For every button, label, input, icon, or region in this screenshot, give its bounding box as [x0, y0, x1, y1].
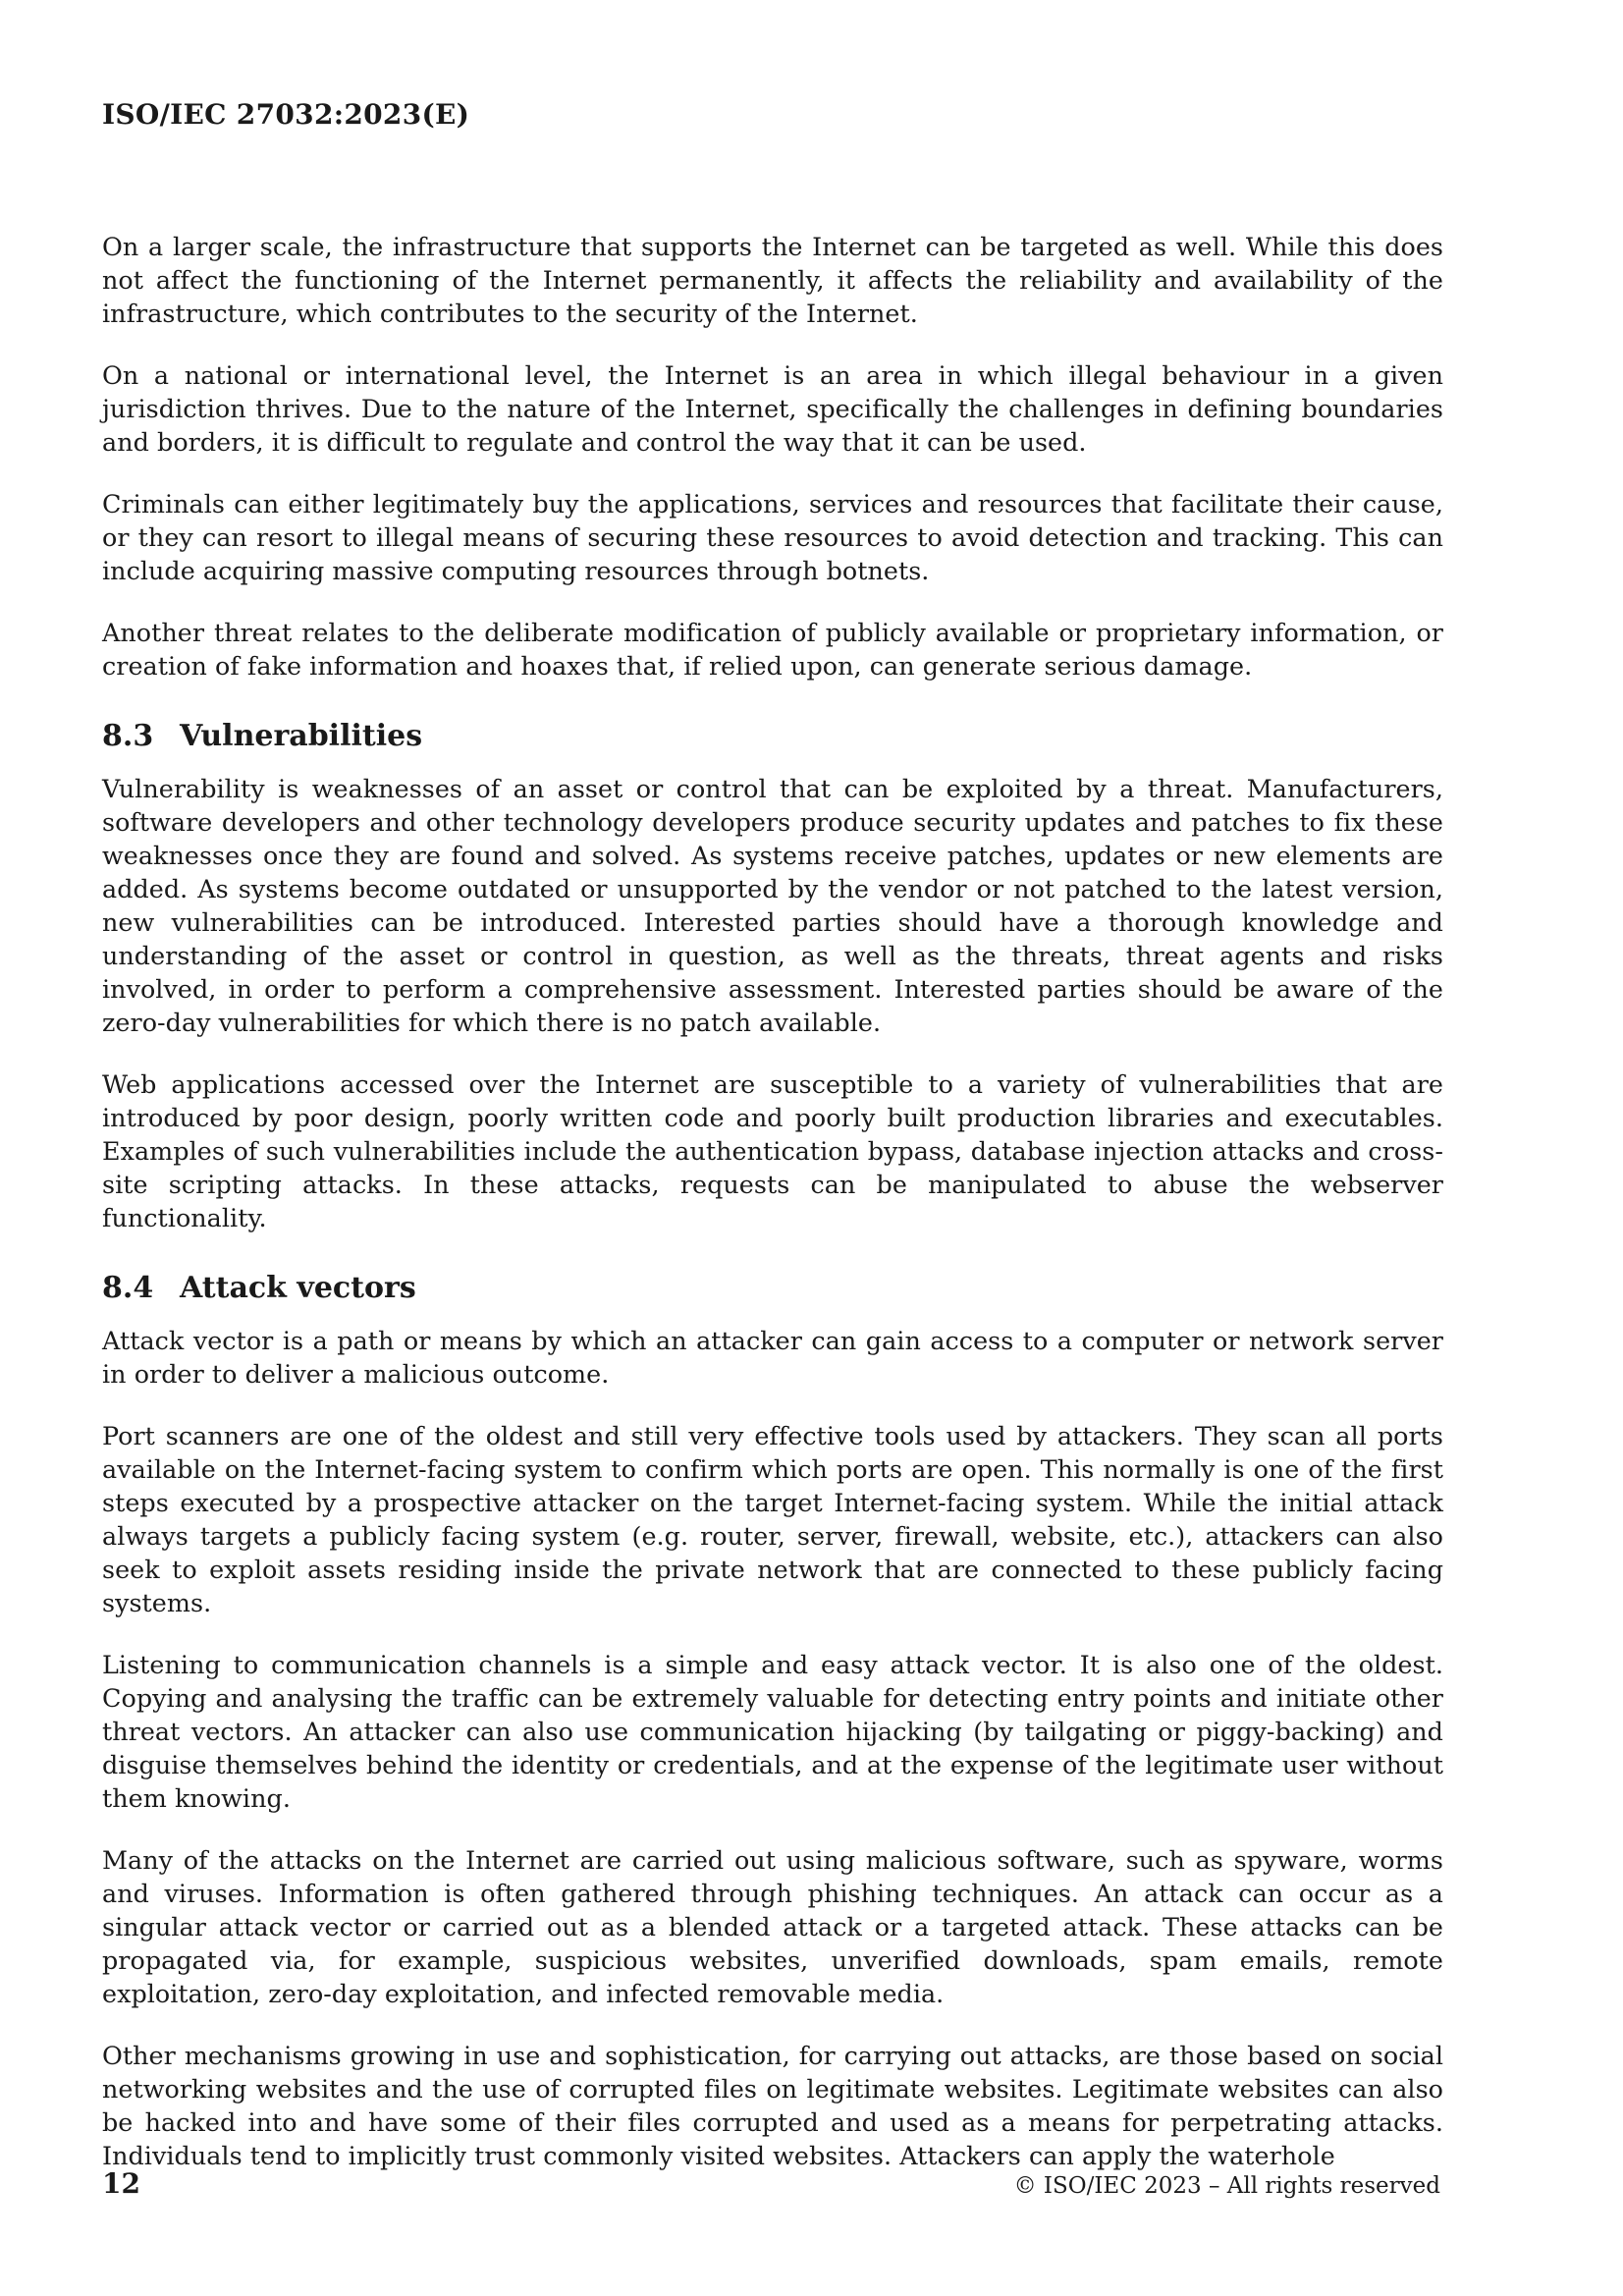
section-title: Attack vectors — [180, 1271, 416, 1305]
copyright-notice: © ISO/IEC 2023 – All rights reserved — [1013, 2173, 1440, 2199]
paragraph: Another threat relates to the deliberate modification of publicly available or proprietary information, or creation of fake information and hoaxes that, if relied upon, can generate serious damage. — [102, 618, 1443, 681]
paragraph: Criminals can either legitimately buy the applications, services and resources that facilitate their cause, or they can resort to illegal means of securing these resources to avoid detection and tracking. This can include acquiring massive computing resources through botnets. — [102, 489, 1443, 585]
document-identifier: ISO/IEC 27032:2023(E) — [102, 98, 470, 131]
section-title: Vulnerabilities — [180, 719, 423, 753]
section-heading-vulnerabilities — [102, 718, 1443, 755]
section-heading-attack-vectors — [102, 1270, 1443, 1307]
page-content — [102, 230, 1443, 2201]
paragraph: Vulnerability is weaknesses of an asset or control that can be exploited by a threat. Manufacturers, software developers and other technology developers produce security updates and patches to fix these weaknesses once they are found and solved. As systems receive patches, updates or new elements are added. As systems become outdated or unsupported by the vendor or not patched to the latest version, new vulnerabilities can be introduced. Interested parties should have a thorough knowledge and understanding of the asset or control in question, as well as the threats, threat agents and risks involved, in order to perform a comprehensive assessment. Interested parties should be aware of the zero-day vulnerabilities for which there is no patch available. — [102, 774, 1443, 1037]
paragraph: Many of the attacks on the Internet are carried out using malicious software, such as spyware, worms and viruses. Information is often gathered through phishing techniques. An attack can occur as a singular attack vector or carried out as a blended attack or a targeted attack. These attacks can be propagated via, for example, suspicious websites, unverified downloads, spam emails, remote exploitation, zero-day exploitation, and infected removable media. — [102, 1845, 1443, 2008]
paragraph: Web applications accessed over the Internet are susceptible to a variety of vulnerabilities that are introduced by poor design, poorly written code and poorly built production libraries and executables. Examples of such vulnerabilities include the authentication bypass, database injection attacks and cross-site scripting attacks. In these attacks, requests can be manipulated to abuse the webserver functionality. — [102, 1069, 1443, 1232]
section-number: 8.3 — [102, 719, 154, 753]
paragraph: Other mechanisms growing in use and sophistication, for carrying out attacks, are those based on social networking websites and the use of corrupted files on legitimate websites. Legitimate websites can also be hacked into and have some of their files corrupted and used as a means for perpetrating attacks. Individuals tend to implicitly trust commonly visited websites. Attackers can apply the waterhole — [102, 2041, 1443, 2170]
paragraph: Attack vector is a path or means by which an attacker can gain access to a computer or network server in order to deliver a malicious outcome. — [102, 1326, 1443, 1389]
paragraph: On a larger scale, the infrastructure that supports the Internet can be targeted as well. While this does not affect the functioning of the Internet permanently, it affects the reliability and availability of the infrastructure, which contributes to the security of the Internet. — [102, 232, 1443, 328]
paragraph: Port scanners are one of the oldest and still very effective tools used by attackers. They scan all ports available on the Internet-facing system to confirm which ports are open. This normally is one of the first steps executed by a prospective attacker on the target Internet-facing system. While the initial attack always targets a publicly facing system (e.g. router, server, firewall, website, etc.), attackers can also seek to exploit assets residing inside the private network that are connected to these publicly facing systems. — [102, 1421, 1443, 1617]
section-number: 8.4 — [102, 1271, 154, 1305]
paragraph: On a national or international level, the Internet is an area in which illegal behaviour in a given jurisdiction thrives. Due to the nature of the Internet, specifically the challenges in defining boundaries and borders, it is difficult to regulate and control the way that it can be used. — [102, 360, 1443, 457]
paragraph: Listening to communication channels is a simple and easy attack vector. It is also one of the oldest. Copying and analysing the traffic can be extremely valuable for detecting entry points and initiate other threat vectors. An attacker can also use communication hijacking (by tailgating or piggy-backing) and disguise themselves behind the identity or credentials, and at the expense of the legitimate user without them knowing. — [102, 1650, 1443, 1813]
page-number: 12 — [102, 2167, 140, 2200]
